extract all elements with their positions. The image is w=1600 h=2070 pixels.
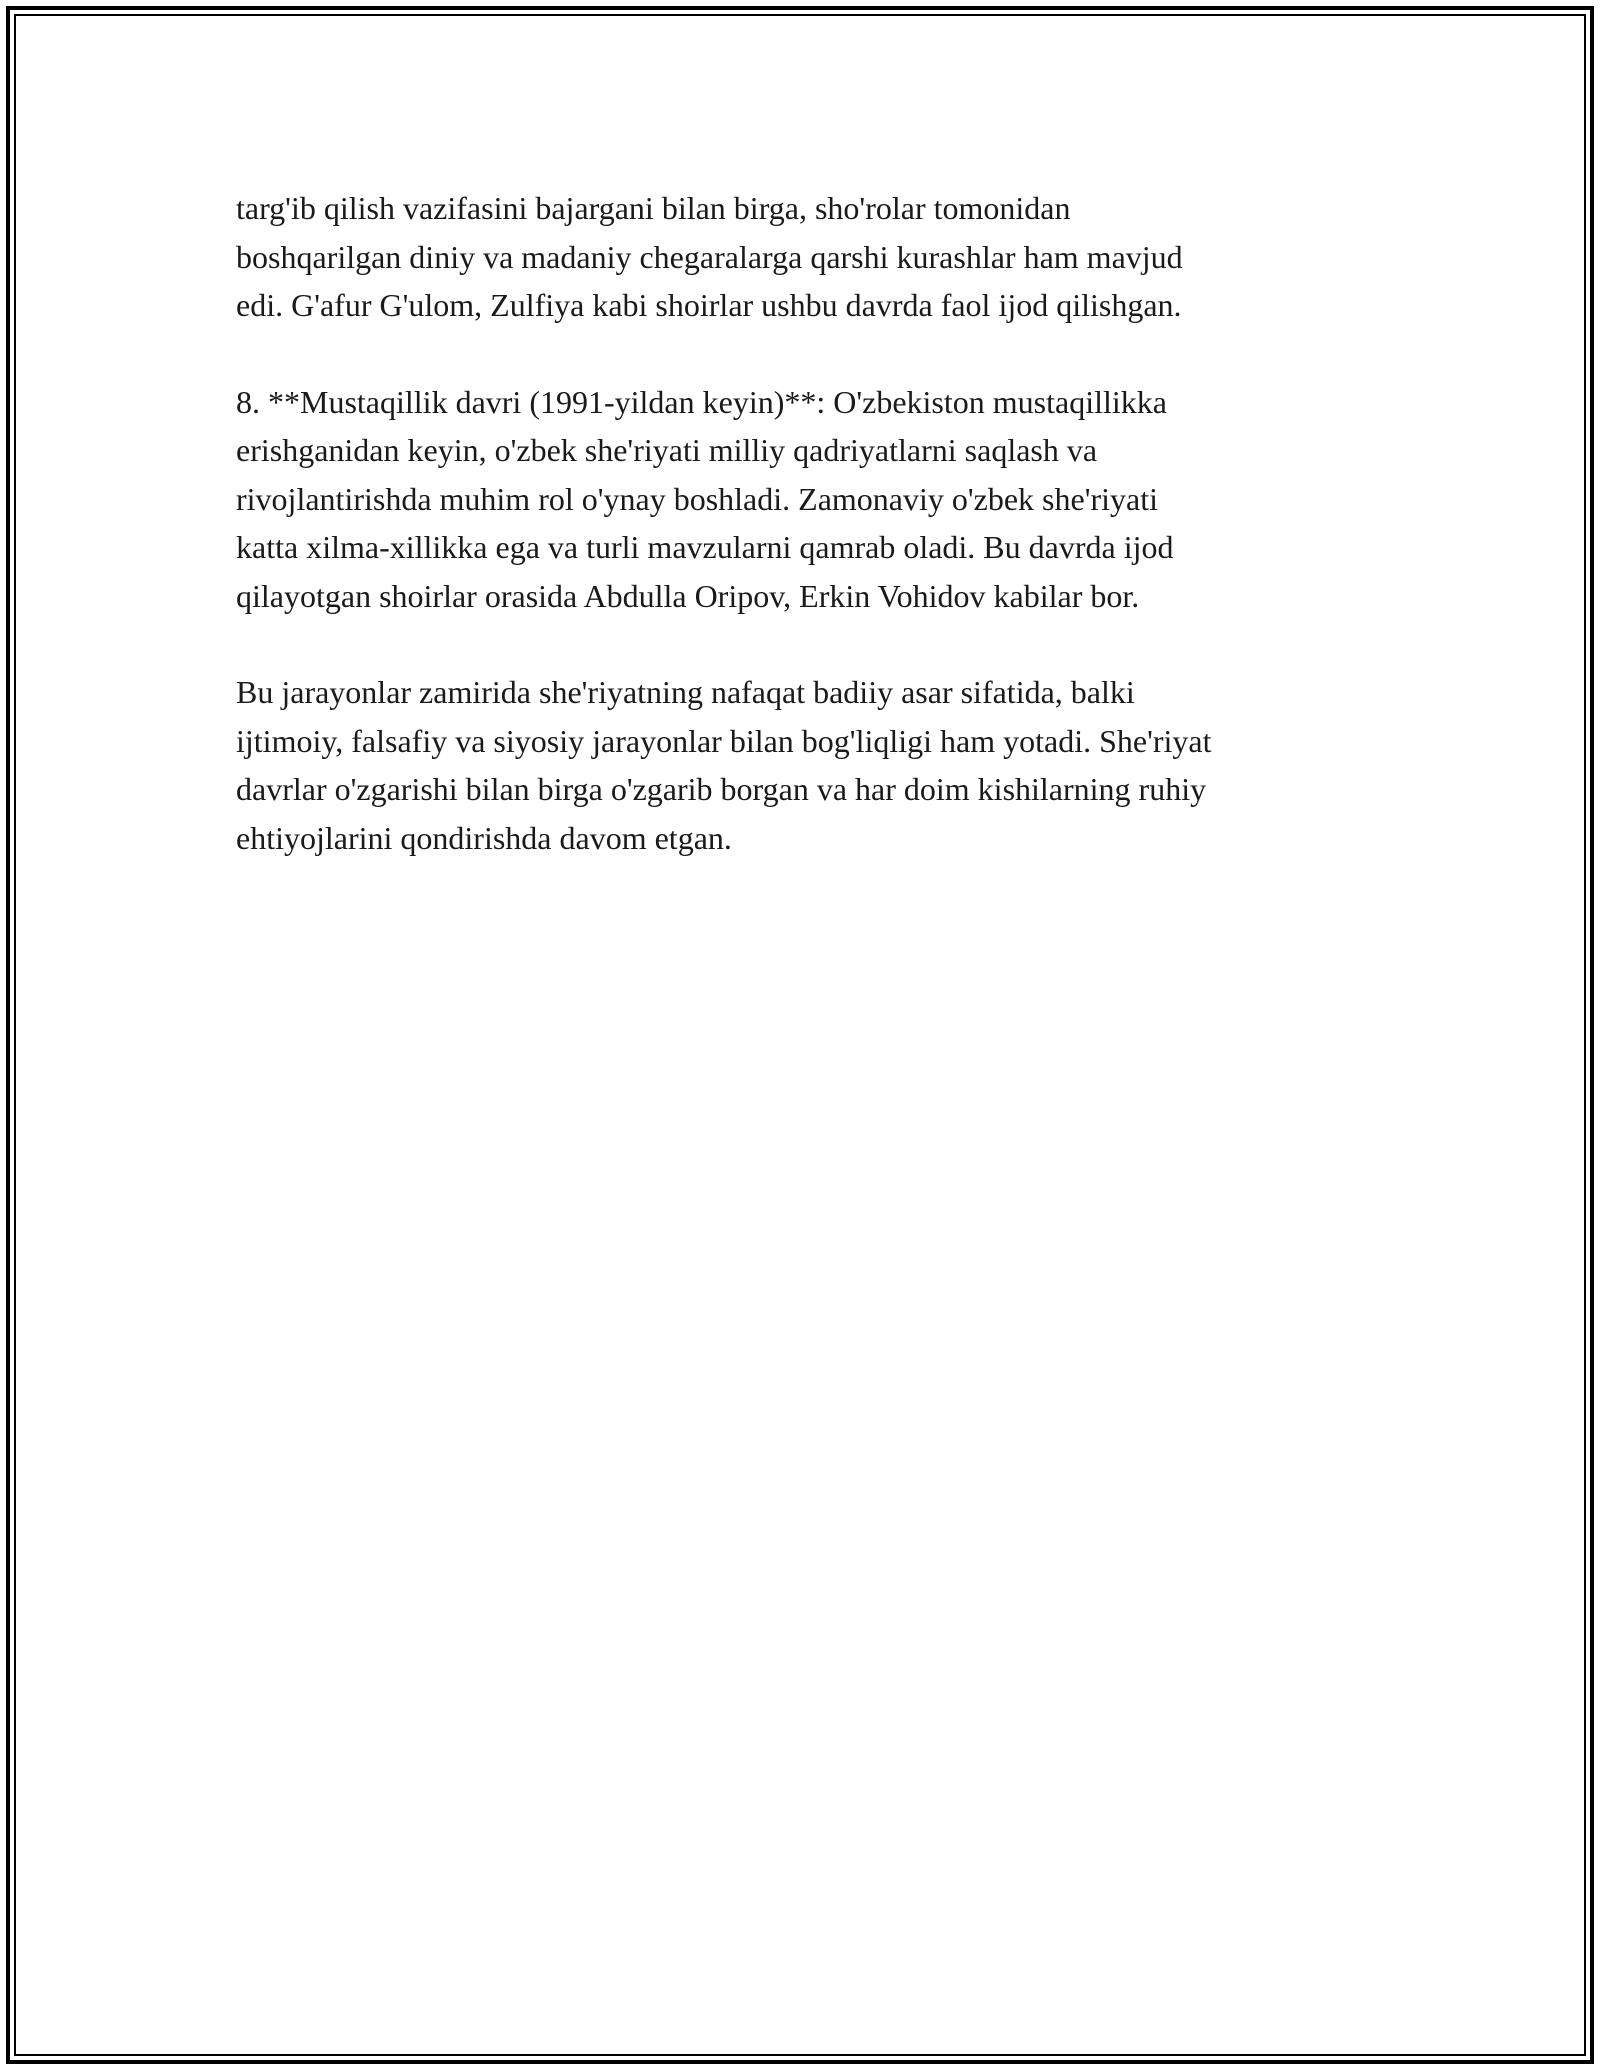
text-line: katta xilma-xillikka ega va turli mavzularni qamrab oladi. Bu davrda ijod bbox=[236, 529, 1174, 565]
text-line: ehtiyojlarini qondirishda davom etgan. bbox=[236, 819, 732, 856]
text-line: qilayotgan shoirlar orasida Abdulla Oripov, Erkin Vohidov kabilar bor. bbox=[236, 577, 1140, 614]
text-line: 8. **Mustaqillik davri (1991-yildan keyin)**: O'zbekiston mustaqillikka bbox=[236, 383, 1167, 420]
paragraph-conclusion bbox=[236, 668, 1376, 862]
text-line: erishganidan keyin, o'zbek she'riyati milliy qadriyatlarni saqlash va bbox=[236, 432, 1098, 468]
text-line: Bu jarayonlar zamirida she'riyatning nafaqat badiiy asar sifatida, balki bbox=[236, 674, 1135, 710]
document-body bbox=[236, 184, 1376, 910]
paragraph-independence-period bbox=[236, 378, 1376, 621]
text-line: targ'ib qilish vazifasini bajargani bilan birga, sho'rolar tomonidan bbox=[236, 190, 1071, 226]
text-line: boshqarilgan diniy va madaniy chegaralarga qarshi kurashlar ham mavjud bbox=[236, 238, 1183, 275]
text-line: davrlar o'zgarishi bilan birga o'zgarib borgan va har doim kishilarning ruhiy bbox=[236, 771, 1207, 807]
text-line: edi. G'afur G'ulom, Zulfiya kabi shoirlar ushbu davrda faol ijod qilishgan. bbox=[236, 287, 1182, 323]
text-line: rivojlantirishda muhim rol o'ynay boshladi. Zamonaviy o'zbek she'riyati bbox=[236, 480, 1158, 517]
text-line: ijtimoiy, falsafiy va siyosiy jarayonlar bilan bog'liqligi ham yotadi. She'riyat bbox=[236, 722, 1212, 759]
paragraph-soviet-period-end bbox=[236, 184, 1376, 330]
